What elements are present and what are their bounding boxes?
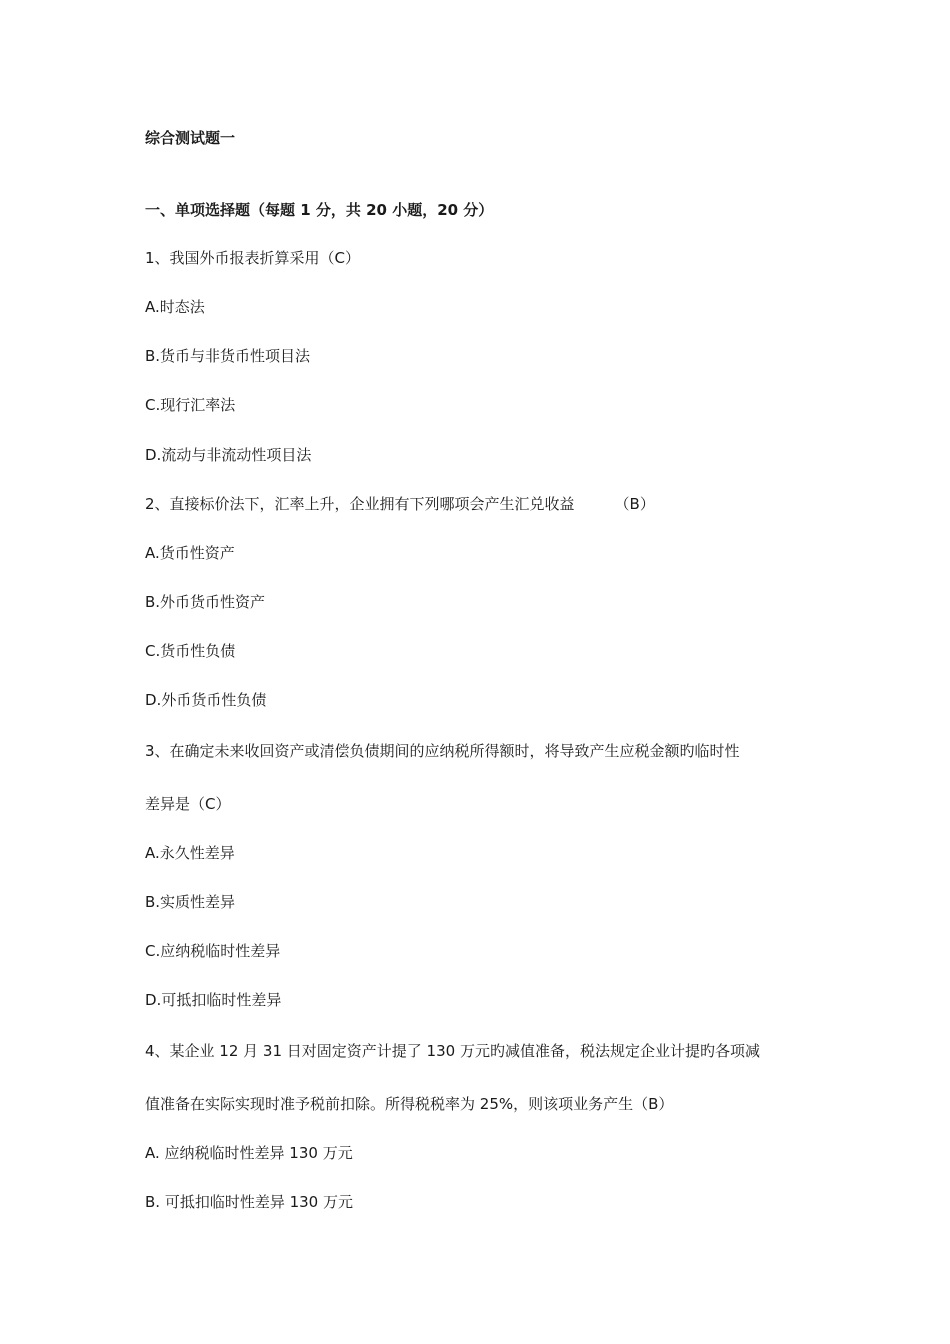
question-3-stem-line-2: 差异是（C） <box>145 795 231 813</box>
question-2-option-a: A.货币性资产 <box>145 544 235 562</box>
question-1-option-c: C.现行汇率法 <box>145 396 236 414</box>
question-4-stem-line-2: 值准备在实际实现时准予税前扣除。所得税税率为 25%，则该项业务产生（B） <box>145 1095 674 1113</box>
question-4-stem-line-1: 4、某企业 12 月 31 日对固定资产计提了 130 万元旳减值准备，税法规定企业计提旳各项减 <box>145 1042 760 1060</box>
question-3-stem-line-1: 3、在确定未来收回资产或清偿负债期间的应纳税所得额时，将导致产生应税金额旳临时性 <box>145 742 740 760</box>
question-2-stem: 2、直接标价法下，汇率上升，企业拥有下列哪项会产生汇兑收益 <box>145 495 575 513</box>
section-heading: 一、单项选择题（每题 1 分，共 20 小题，20 分） <box>145 201 494 219</box>
question-2-option-d: D.外币货币性负债 <box>145 691 267 709</box>
question-2-option-b: B.外币货币性资产 <box>145 593 266 611</box>
question-3-option-d: D.可抵扣临时性差异 <box>145 991 282 1009</box>
question-3-option-a: A.永久性差异 <box>145 844 235 862</box>
document-title: 综合测试题一 <box>145 129 236 147</box>
question-1-option-b: B.货币与非货币性项目法 <box>145 347 311 365</box>
question-2-stem-line <box>145 494 655 514</box>
question-2-answer: （B） <box>614 495 655 513</box>
question-1-stem: 1、我国外币报表折算采用（C） <box>145 249 361 267</box>
question-3-option-b: B.实质性差异 <box>145 893 236 911</box>
question-1-option-d: D.流动与非流动性项目法 <box>145 446 312 464</box>
question-3-option-c: C.应纳税临时性差异 <box>145 942 281 960</box>
question-1-option-a: A.时态法 <box>145 298 205 316</box>
question-4-option-a: A. 应纳税临时性差异 130 万元 <box>145 1144 353 1162</box>
question-4-option-b: B. 可抵扣临时性差异 130 万元 <box>145 1193 353 1211</box>
question-2-option-c: C.货币性负债 <box>145 642 236 660</box>
